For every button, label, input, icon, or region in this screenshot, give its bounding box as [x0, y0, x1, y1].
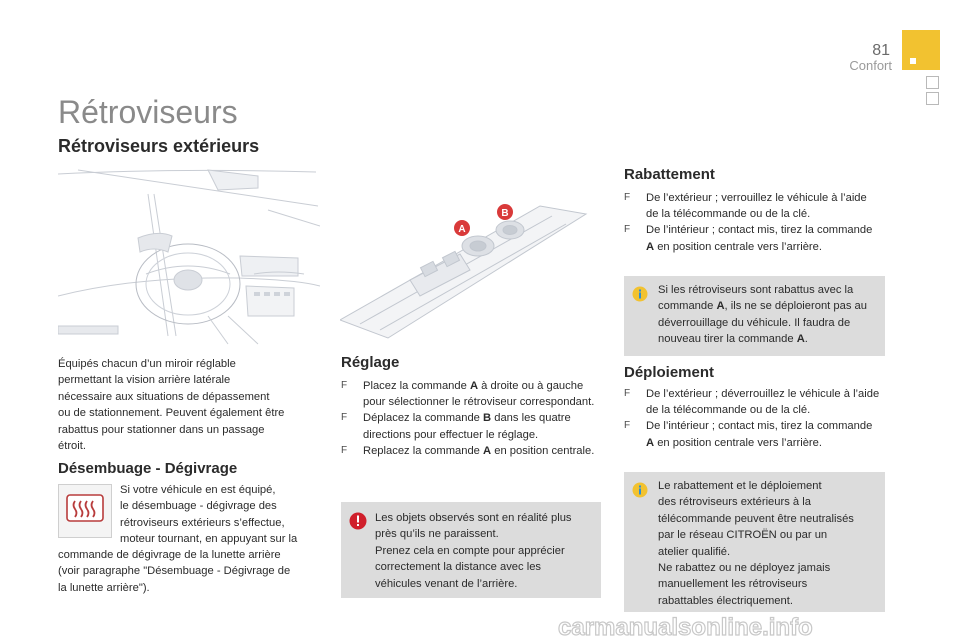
list-item: F De l’intérieur ; contact mis, tirez la commande A en position centrale vers l’arrière. [624, 224, 873, 253]
list-item: F Placez la commande A à droite ou à gauche pour sélectionner le rétroviseur correspondant. [341, 380, 595, 409]
reglage-list [341, 378, 599, 459]
bullet-icon: F [341, 380, 348, 391]
chapter-tab-active [902, 30, 940, 70]
reglage-heading: Réglage [341, 354, 400, 371]
info-box-deploiement: Le rabattement et le déploiement des rétroviseurs extérieurs à la télécommande peuvent être neutralisés par le réseau CITROËN ou par un atelier qualifié. Ne rabattez ou ne déployez jamais manuellement les rétroviseurs rabattables électriquement. [624, 472, 885, 612]
desembuage-heading: Désembuage - Dégivrage [58, 460, 238, 477]
bullet-icon: F [624, 224, 631, 236]
info-icon [632, 286, 648, 302]
mirror-control-illustration [340, 170, 600, 346]
label-a-marker [454, 220, 470, 236]
desembuage-text-full: commande de dégivrage de la lunette arrière (voir paragraphe "Désembuage - Dégivrage de la lunette arrière"). [58, 549, 291, 594]
chapter-tab [926, 76, 939, 89]
warning-box: Les objets observés sont en réalité plus près qu’ils ne paraissent. Prenez cela en compte pour apprécier correctement la distance avec les véhicules venant de l’arrière. [341, 502, 601, 598]
rear-defrost-icon [58, 484, 112, 538]
rabattement-heading: Rabattement [624, 166, 715, 183]
deploiement-list [624, 386, 882, 451]
intro-paragraph: Équipés chacun d’un miroir réglable permettant la vision arrière latérale nécessaire aux situations de dépassement ou de stationnement. Peuvent également être rabattus pour stationner dans un passage étroit. [58, 358, 285, 453]
bullet-icon: F [624, 192, 631, 203]
label-a: A [458, 224, 466, 235]
bullet-icon: F [341, 412, 348, 424]
warning-icon [349, 512, 367, 530]
page-title: Rétroviseurs [58, 94, 238, 130]
list-item: F De l’intérieur ; contact mis, tirez la commande A en position centrale vers l’arrière. [624, 420, 873, 449]
list-item: F De l’extérieur ; verrouillez le véhicule à l’aide de la télécommande ou de la clé. [624, 192, 867, 221]
page-number: 81 [872, 42, 890, 59]
label-b: B [501, 208, 509, 219]
rabattement-list [624, 190, 882, 255]
label-b-marker [497, 204, 513, 220]
list-item: F De l’extérieur ; déverrouillez le véhicule à l’aide de la télécommande ou de la clé. [624, 388, 880, 417]
watermark [556, 614, 956, 640]
bullet-icon: F [341, 444, 348, 456]
bullet-icon: F [624, 420, 631, 432]
info-box-rabattement: Si les rétroviseurs sont rabattus avec la commande A, ils ne se déploieront pas au déverrouillage du véhicule. Il faudra de nouveau tirer la commande A. [624, 276, 885, 356]
info-icon [632, 482, 648, 498]
cockpit-illustration [58, 166, 320, 346]
section-subtitle: Rétroviseurs extérieurs [58, 136, 260, 156]
chapter-tab [926, 92, 939, 105]
deploiement-heading: Déploiement [624, 364, 715, 381]
desembuage-text-right: Si votre véhicule en est équipé, le désembuage - dégivrage des rétroviseurs extérieurs s’effectue, moteur tournant, en appuyant sur la [120, 484, 298, 546]
list-item: F Replacez la commande A en position centrale. [341, 443, 599, 459]
svg-text:carmanualsonline.info: carmanualsonline.info [558, 614, 813, 640]
list-item: F Déplacez la commande B dans les quatre directions pour effectuer le réglage. [341, 412, 571, 441]
bullet-icon: F [624, 388, 631, 399]
section-label: Confort [849, 58, 892, 73]
